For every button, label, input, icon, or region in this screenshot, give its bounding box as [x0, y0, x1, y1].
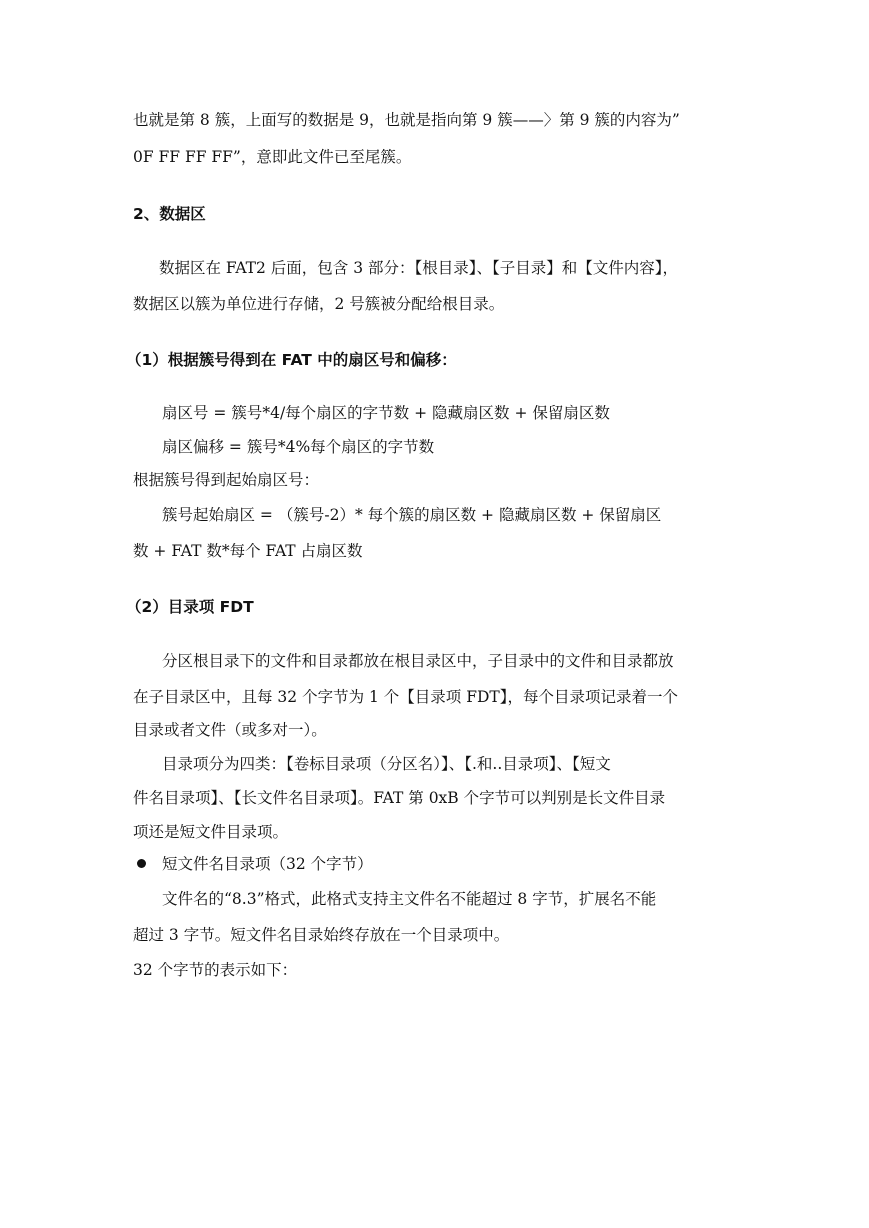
subsection-heading: （1）根据簇号得到在 FAT 中的扇区号和偏移：: [126, 351, 457, 369]
paragraph-line: 超过 3 字节。短文件名目录始终存放在一个目录项中。: [133, 926, 510, 944]
paragraph-line: 目录或者文件（或多对一）。: [133, 721, 327, 739]
paragraph-line: 0F FF FF FF”，意即此文件已至尾簇。: [133, 148, 412, 166]
bullet-item: 短文件名目录项（32 个字节）: [162, 855, 373, 873]
paragraph-line: 也就是第 8 簇，上面写的数据是 9，也就是指向第 9 簇——〉第 9 簇的内容为”: [133, 111, 680, 129]
subsection-heading: （2）目录项 FDT: [126, 598, 254, 616]
paragraph-line: 数据区在 FAT2 后面，包含 3 部分：【根目录】、【子目录】和【文件内容】，: [159, 259, 679, 277]
paragraph-line: 件名目录项】、【长文件名目录项】。FAT 第 0xB 个字节可以判别是长文件目录: [133, 789, 666, 807]
paragraph-line: 根据簇号得到起始扇区号：: [133, 471, 320, 489]
paragraph-line: 在子目录区中，且每 32 个字节为 1 个【目录项 FDT】，每个目录项记录着一个: [133, 688, 678, 706]
section-heading: 2、数据区: [133, 205, 206, 223]
formula-line: 数 + FAT 数*每个 FAT 占扇区数: [133, 542, 363, 560]
paragraph-line: 分区根目录下的文件和目录都放在根目录区中，子目录中的文件和目录都放: [162, 652, 674, 670]
paragraph-line: 数据区以簇为单位进行存储，2 号簇被分配给根目录。: [133, 295, 505, 313]
paragraph-line: 文件名的“8.3”格式，此格式支持主文件名不能超过 8 字节，扩展名不能: [162, 890, 657, 908]
formula-line: 扇区偏移 = 簇号*4%每个扇区的字节数: [162, 438, 435, 456]
formula-line: 扇区号 = 簇号*4/每个扇区的字节数 + 隐藏扇区数 + 保留扇区数: [162, 404, 610, 422]
paragraph-line: 项还是短文件目录项。: [133, 823, 289, 841]
bullet-icon: [137, 859, 146, 868]
formula-line: 簇号起始扇区 = （簇号-2）* 每个簇的扇区数 + 隐藏扇区数 + 保留扇区: [162, 506, 662, 524]
paragraph-line: 目录项分为四类：【卷标目录项（分区名）】、【.和..目录项】、【短文: [162, 755, 611, 773]
paragraph-line: 32 个字节的表示如下：: [133, 961, 298, 979]
